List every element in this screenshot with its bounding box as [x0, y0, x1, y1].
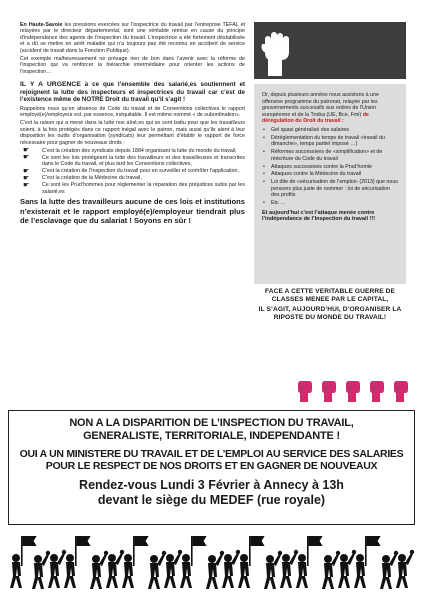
rendezvous-line-1: Rendez-vous Lundi 3 Février à Annecy à 13h — [79, 478, 344, 492]
callout — [254, 288, 406, 321]
list-item: • Réformes successives de «simplification» et de réécriture du Code du travail — [262, 149, 398, 162]
history-paragraph: C’est la raison qui a mené dans la lutte nos aîné,es qui se sont battu pour que les travailleurs soient, à la fois protégés dans ce rapport inégal avec le patron, mais aussi qu’ils aient à leur disposition les outils d’organisation (syndicats) leur permettant d’établir le rapport de force nécessaire pour gagner de nouveaux droits : — [20, 120, 245, 146]
list-item: • Gel quasi généralisé des salaires — [262, 127, 398, 134]
callout-line-2: IL S’AGIT, AUJOURD’HUI, D’ORGANISER LA RIPOSTE DU MONDE DU TRAVAIL! — [258, 306, 402, 321]
pointing-hand-icon: ☛ — [23, 167, 30, 175]
list-item: • Loi dite de «sécurisation de l’emploi» (2013) que nous pensons plus juste de nommer : loi de sécurisation des profits — [262, 179, 398, 199]
intro-text: les pressions exercées sur l’inspectrice du travail par l’entreprise TEFAL et relayées par le directeur départemental, sont une véritable remise en cause du principe d’indépendance des agents de l’inspection du travail. L’inspectrice a été fortement déstabilisée et a dû se mettre en arrêt maladie qui n’a toujours pas été reconnu en accident de service (accident de travail dans la Fonction Publique). — [20, 22, 245, 54]
attack-statement: Et aujourd’hui c’est l’attaque menée contre l’indépendance de l’Inspection du travail !!! — [262, 209, 376, 223]
raised-fist-icon — [256, 24, 298, 76]
pointing-hand-icon: ☛ — [23, 174, 30, 182]
banner-line-1: NON A LA DISPARITION DE L’INSPECTION DU TRAVAIL, — [69, 417, 354, 429]
intro-paragraph — [20, 22, 245, 54]
list-item: • Attaques successives contre la Prud’homie — [262, 164, 398, 171]
callout-line-1: FACE A CETTE VERITABLE GUERRE DE CLASSES MENEE PAR LE CAPITAL, — [264, 288, 396, 303]
pointing-hand-icon: ☛ — [23, 154, 30, 162]
rendezvous-line-2: devant le siège du MEDEF (rue royale) — [97, 492, 326, 507]
conclusion: Sans la lutte des travailleurs aucune de ces lois et institutions n’existerait et le rapport employé(e)/employeur tiendrait plus de l’esclavage que du salariat ! Soyons en sûr ! — [20, 197, 245, 226]
urgence-paragraph — [20, 81, 245, 104]
list-item: • Etc … — [262, 200, 398, 207]
attacks-list — [262, 127, 398, 207]
call-to-action-banner — [8, 410, 415, 525]
rights-list — [20, 148, 245, 196]
deregulation-highlight: de dérégulation du Droit du travail : — [262, 111, 369, 125]
urgence-text: à ce que l’ensemble des salarié,es soutiennent et rejoignent la lutte des inspecteurs et inspectrices du travail car c’est de l’existence même de NOTRE Droit du travail qu’il s’agit ! — [20, 81, 245, 104]
code-paragraph: Rappelons nous qu’en absence de Code du travail et de Conventions collectives le rapport employé(e)/employeur est, par essence, inéquitable. Il est même nommé « de subordination». — [20, 105, 245, 119]
left-column — [20, 22, 245, 227]
banner-line-4: POUR LE RESPECT DE NOS DROITS ET EN GAGNER DE NOUVEAUX — [45, 460, 378, 472]
pointing-hand-icon: ☛ — [23, 181, 30, 189]
list-item: ☛ C’est la création de l’Inspection du travail pour en surveiller et contrôler l’application, — [23, 167, 239, 175]
right-column — [254, 22, 406, 324]
list-item: ☛ C’est la création de la Médecine du travail, — [23, 174, 142, 182]
deregulation-intro: Or, depuis plusieurs années nous assistons à une offensive programme du patronat, relayée par les gouvernements successifs aux ordres de l’Union européenne et de la Troika (UE, Bce, Fmi) de dérégulation du Droit du travail : — [262, 92, 379, 125]
demonstrators-illustration — [8, 532, 415, 590]
banner-line-3: OUI A UN MINISTERE DU TRAVAIL ET DE L’EMPLOI AU SERVICE DES SALARIES — [19, 448, 404, 460]
intro-lead: En Haute-Savoie — [20, 22, 63, 28]
urgence-heading: IL Y A URGENCE — [20, 81, 81, 89]
list-item: ☛ C’est la création des syndicats depuis 1884 organisant la lutte du monde du travail, — [23, 147, 237, 155]
list-item: • Déréglementation du temps de travail «travail du dimanche», temps partiel imposé …) — [262, 135, 398, 148]
fist-logo-box — [254, 22, 406, 79]
banner-line-2: GENERALISTE, TERRITORIALE, INDEPENDANTE ! — [83, 430, 340, 442]
list-item: ☛ Ce sont les Prud’hommes pour réglementer la réparation des préjudices subis par les salarié,es — [23, 181, 245, 195]
list-item: ☛ Ce sont les lois protégeant la lutte des travailleurs et des travailleuses et transcrites dans le Code du travail, et plus tard les Conventions collectives, — [23, 154, 245, 168]
raised-fists-icon — [292, 380, 412, 402]
pointing-hand-icon: ☛ — [23, 147, 30, 155]
reform-paragraph: Cet exemple malheureusement ne présage rien de bon dans l’avenir avec la réforme de l’inspection qui va renforcer la hiérarchie intermédiaire pour orienter les actions de l’inspection… — [20, 55, 245, 75]
deregulation-box — [254, 84, 406, 284]
list-item: • Attaques contre la Médecine du travail — [262, 171, 398, 178]
